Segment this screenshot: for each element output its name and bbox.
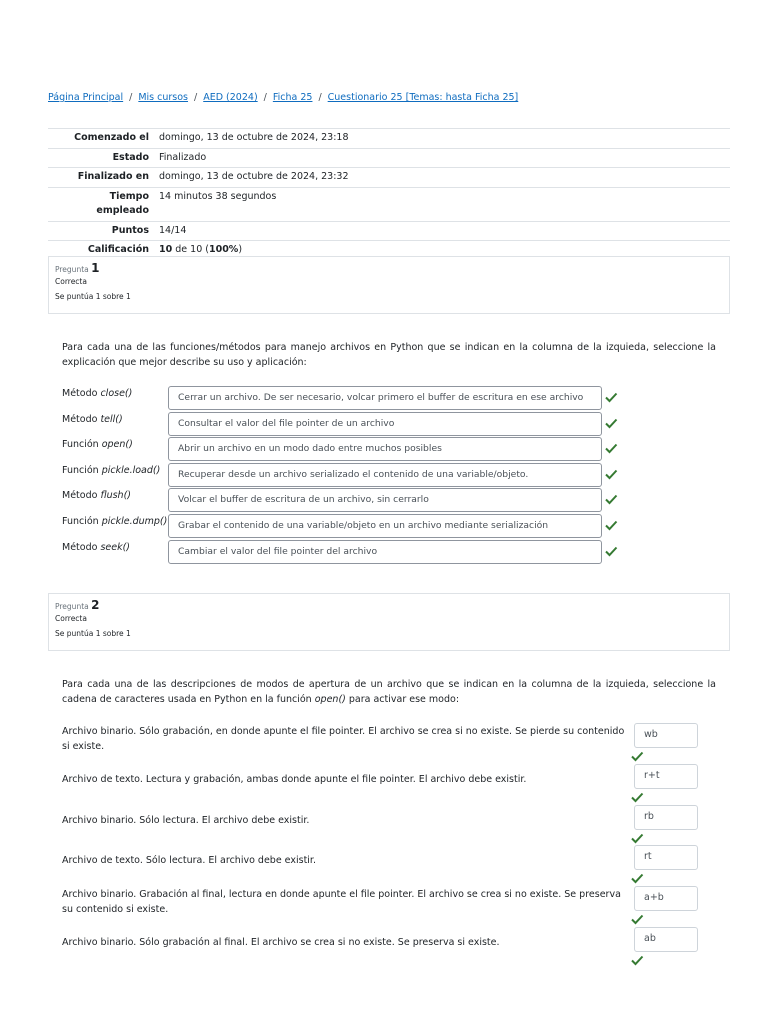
match-label-name: pickle.dump(): [101, 516, 168, 527]
question-2-text: [62, 678, 716, 707]
check-icon: [604, 518, 618, 532]
match-row: [62, 386, 622, 410]
answer-input[interactable]: a+b: [634, 886, 698, 911]
match-label-name: flush(): [100, 490, 131, 501]
summary-row-points: [48, 221, 730, 241]
answer-input[interactable]: ab: [634, 927, 698, 952]
summary-row-started: [48, 129, 730, 149]
summary-value: domingo, 13 de octubre de 2024, 23:18: [155, 129, 730, 149]
grade-of: de 10 (: [172, 244, 209, 255]
match-label-name: seek(): [100, 542, 131, 553]
summary-value: Finalizado: [155, 148, 730, 168]
answer-input[interactable]: rt: [634, 845, 698, 870]
summary-label: Estado: [48, 148, 155, 168]
fill-row: [62, 886, 702, 926]
question-1-info: [48, 256, 730, 314]
answer-select[interactable]: Volcar el buffer de escritura de un archivo, sin cerrarlo: [168, 488, 602, 512]
grade-score: 10: [159, 244, 173, 255]
summary-label: Finalizado en: [48, 168, 155, 188]
match-label: [62, 516, 167, 527]
question-2-info: [48, 593, 730, 651]
summary-label: Puntos: [48, 221, 155, 241]
summary-value: domingo, 13 de octubre de 2024, 23:32: [155, 168, 730, 188]
check-icon: [630, 953, 644, 967]
question-state: Correcta: [55, 614, 87, 623]
match-label-prefix: Método: [62, 414, 101, 425]
breadcrumb-section-link[interactable]: Ficha 25: [272, 92, 313, 103]
answer-input[interactable]: r+t: [634, 764, 698, 789]
match-label: [62, 414, 123, 425]
summary-row-time: [48, 187, 730, 221]
mode-description: Archivo binario. Sólo lectura. El archivo debe existir.: [62, 815, 310, 826]
summary-label: [48, 187, 155, 221]
answer-select[interactable]: Cerrar un archivo. De ser necesario, volcar primero el buffer de escritura en ese archivo: [168, 386, 602, 410]
question-text-function: open(): [314, 693, 346, 705]
question-text-part: Para cada una de las descripciones de modos de apertura de un archivo que se indican en la columna de la izquieda, seleccione la cadena de caracteres usada en Python en la función: [62, 679, 716, 705]
question-grade: Se puntúa 1 sobre 1: [55, 629, 131, 638]
question-number: [55, 261, 723, 275]
check-icon: [604, 467, 618, 481]
check-icon: [604, 544, 618, 558]
match-row: [62, 488, 622, 512]
mode-description: Archivo de texto. Lectura y grabación, ambas donde apunte el file pointer. El archivo debe existir.: [62, 774, 527, 785]
attempt-summary-table: [48, 128, 730, 261]
match-label: [62, 388, 132, 399]
match-label-name: pickle.load(): [101, 465, 161, 476]
breadcrumb-home-link[interactable]: Página Principal: [48, 92, 124, 103]
summary-row-finished: [48, 168, 730, 188]
summary-label-line: empleado: [96, 205, 149, 216]
answer-select[interactable]: Abrir un archivo en un modo dado entre muchos posibles: [168, 437, 602, 461]
mode-description: Archivo binario. Sólo grabación al final. El archivo se crea si no existe. Se preserva si existe.: [62, 937, 500, 948]
match-row: [62, 437, 622, 461]
summary-label-line: Tiempo: [109, 190, 149, 202]
summary-value: 14/14: [155, 221, 730, 241]
question-1-text: Para cada una de las funciones/métodos para manejo archivos en Python que se indican en la columna de la izquieda, seleccione la explicación que mejor describe su uso y aplicación:: [62, 342, 716, 368]
check-icon: [630, 871, 644, 885]
summary-label: Calificación: [48, 241, 155, 261]
question-number-value: 2: [91, 598, 100, 612]
check-icon: [630, 790, 644, 804]
match-label-prefix: Función: [62, 516, 102, 527]
fill-row: [62, 764, 702, 804]
mode-description: Archivo binario. Grabación al final, lectura en donde apunte el file pointer. El archivo se crea si no existe. Se preserva su contenido si existe.: [62, 889, 621, 915]
breadcrumb-separator: /: [318, 92, 322, 103]
mode-description: Archivo de texto. Sólo lectura. El archivo debe existir.: [62, 855, 316, 866]
match-label-name: close(): [100, 388, 133, 399]
check-icon: [630, 749, 644, 763]
answer-input[interactable]: rb: [634, 805, 698, 830]
breadcrumb-separator: /: [194, 92, 198, 103]
answer-select[interactable]: Grabar el contenido de una variable/objeto en un archivo mediante serialización: [168, 514, 602, 538]
match-label-prefix: Método: [62, 490, 101, 501]
match-label-name: tell(): [100, 414, 123, 425]
breadcrumb-quiz-link[interactable]: Cuestionario 25 [Temas: hasta Ficha 25]: [327, 92, 519, 103]
check-icon: [604, 390, 618, 404]
question-word: Pregunta: [55, 602, 89, 611]
grade-close: ): [238, 244, 243, 255]
fill-row: [62, 845, 702, 885]
question-number-value: 1: [91, 261, 100, 275]
summary-row-state: [48, 148, 730, 168]
check-icon: [604, 416, 618, 430]
match-label: [62, 439, 133, 450]
match-row: [62, 463, 622, 487]
match-label-prefix: Función: [62, 465, 102, 476]
summary-value: 14 minutos 38 segundos: [155, 187, 730, 221]
match-label: [62, 542, 130, 553]
question-text-part: para activar ese modo:: [345, 693, 460, 705]
match-label: [62, 490, 131, 501]
check-icon: [604, 492, 618, 506]
question-state: Correcta: [55, 277, 87, 286]
breadcrumb-separator: /: [263, 92, 267, 103]
question-number: [55, 598, 723, 612]
summary-label: Comenzado el: [48, 129, 155, 149]
question-grade: Se puntúa 1 sobre 1: [55, 292, 131, 301]
match-label: [62, 465, 160, 476]
answer-select[interactable]: Consultar el valor del file pointer de un archivo: [168, 412, 602, 436]
grade-percent: 100%: [208, 244, 239, 255]
check-icon: [604, 441, 618, 455]
answer-input[interactable]: wb: [634, 723, 698, 748]
fill-row: [62, 723, 702, 763]
breadcrumb-my-courses-link[interactable]: Mis cursos: [138, 92, 189, 103]
answer-select[interactable]: Recuperar desde un archivo serializado el contenido de una variable/objeto.: [168, 463, 602, 487]
check-icon: [630, 912, 644, 926]
breadcrumb: [48, 92, 518, 103]
breadcrumb-course-link[interactable]: AED (2024): [203, 92, 258, 103]
answer-select[interactable]: Cambiar el valor del file pointer del archivo: [168, 540, 602, 564]
breadcrumb-separator: /: [129, 92, 133, 103]
match-row: [62, 412, 622, 436]
match-label-prefix: Función: [62, 439, 102, 450]
match-row: [62, 514, 622, 538]
match-label-prefix: Método: [62, 388, 101, 399]
check-icon: [630, 831, 644, 845]
match-label-prefix: Método: [62, 542, 101, 553]
fill-row: [62, 805, 702, 845]
fill-row: [62, 927, 702, 967]
match-row: [62, 540, 622, 564]
mode-description: Archivo binario. Sólo grabación, en donde apunte el file pointer. El archivo se crea si no existe. Se pierde su contenido si existe.: [62, 726, 625, 752]
match-label-name: open(): [101, 439, 133, 450]
question-word: Pregunta: [55, 265, 89, 274]
